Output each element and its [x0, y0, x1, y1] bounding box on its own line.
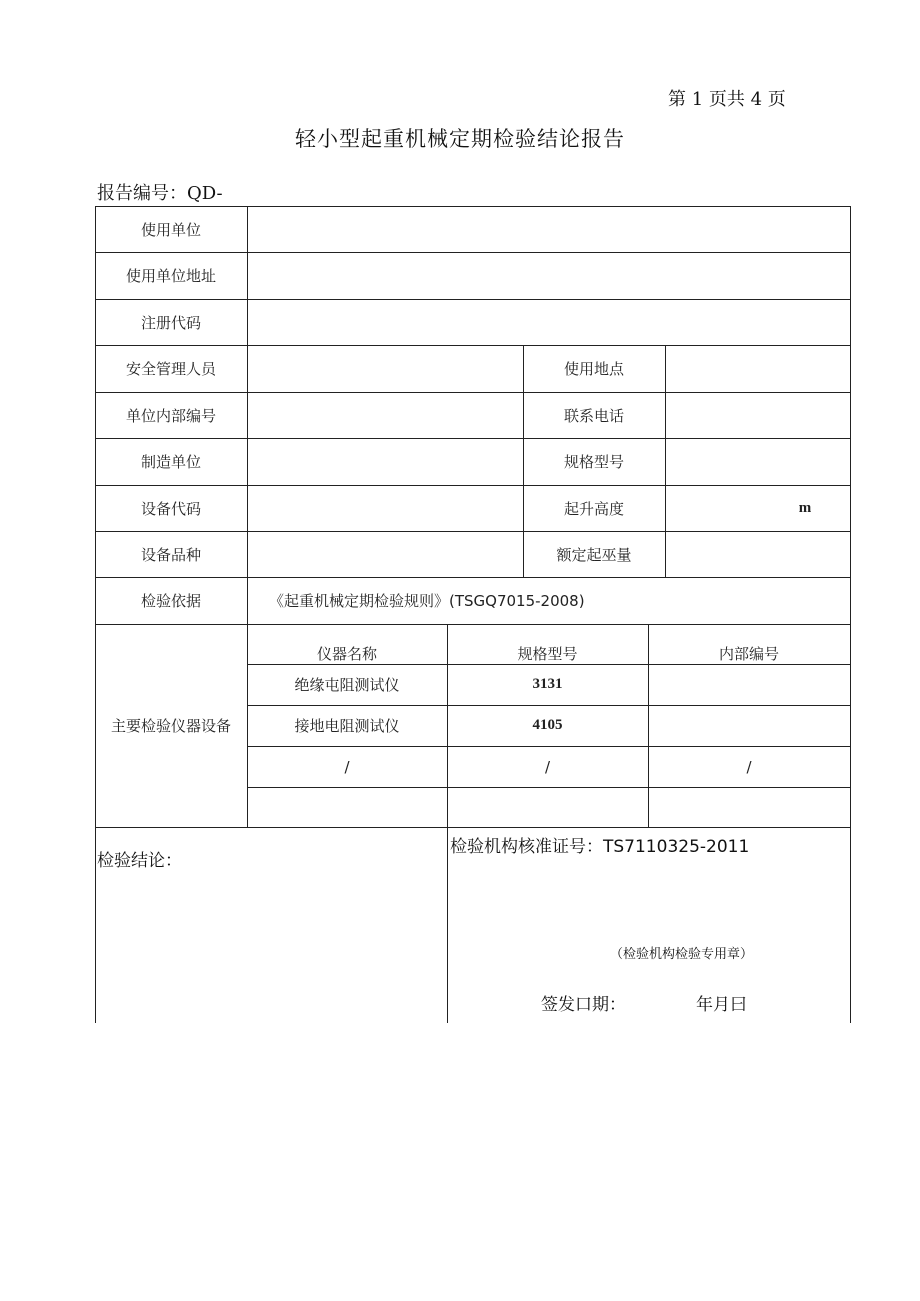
basis-value-text: 《起重机械定期检验规则》(TSGQ7015-2008): [269, 592, 585, 610]
label-equipment-code: 设备代码: [140, 499, 201, 518]
instrument-name: [247, 787, 447, 827]
label-user-unit: 使用单位: [140, 220, 201, 239]
issue-date-value: 年月曰: [696, 995, 747, 1015]
label-manufacturer: 制造单位: [140, 453, 201, 471]
instrument-model: 4105: [532, 717, 563, 733]
report-title: 轻小型起重机械定期检验结论报告: [295, 127, 625, 151]
conclusion-label: 检验结论：: [97, 851, 182, 871]
instrument-name: /: [344, 757, 350, 776]
lift-height-unit: m: [798, 499, 812, 516]
label-basis: 检验依据: [140, 592, 201, 610]
page-number: 第 1 页共 4 页: [668, 89, 786, 110]
instrument-name: 接地电阻测试仪: [294, 717, 400, 735]
header-instrument-name: 仪器名称: [316, 644, 377, 663]
label-instruments: 主要检验仪器设备: [110, 717, 231, 735]
instrument-internal-no: [648, 705, 850, 746]
inspection-stamp: （检验机构检验专用章）: [610, 947, 754, 962]
issue-date-label: 签发口期：: [541, 995, 626, 1015]
instrument-internal-no: [648, 664, 850, 705]
label-phone: 联系电话: [563, 406, 624, 425]
label-safety-manager: 安全管理人员: [125, 360, 216, 378]
label-registration-code: 注册代码: [140, 313, 201, 332]
instrument-name: 绝缘屯阻测试仪: [294, 676, 400, 694]
label-lift-height: 起升高度: [563, 499, 624, 518]
certificate-number: 检验机构核准证号：TS7110325-2011: [450, 837, 750, 857]
instrument-model: /: [544, 757, 551, 776]
label-rated-load: 额定起巫量: [556, 545, 632, 564]
label-user-address: 使用单位地址: [125, 267, 216, 285]
header-instrument-internal-no: 内部编号: [718, 644, 779, 663]
label-location: 使用地点: [563, 360, 624, 378]
label-model: 规格型号: [563, 453, 624, 471]
instrument-internal-no: /: [746, 757, 752, 776]
instrument-internal-no: [648, 787, 850, 827]
label-equipment-type: 设备品种: [140, 545, 201, 564]
header-instrument-model: 规格型号: [517, 644, 578, 663]
report-number: 报告编号：QD-: [97, 183, 223, 204]
instrument-model: 3131: [532, 676, 563, 692]
instrument-model: [447, 787, 648, 827]
label-internal-no: 单位内部编号: [125, 406, 216, 425]
basis-value: [247, 577, 667, 624]
